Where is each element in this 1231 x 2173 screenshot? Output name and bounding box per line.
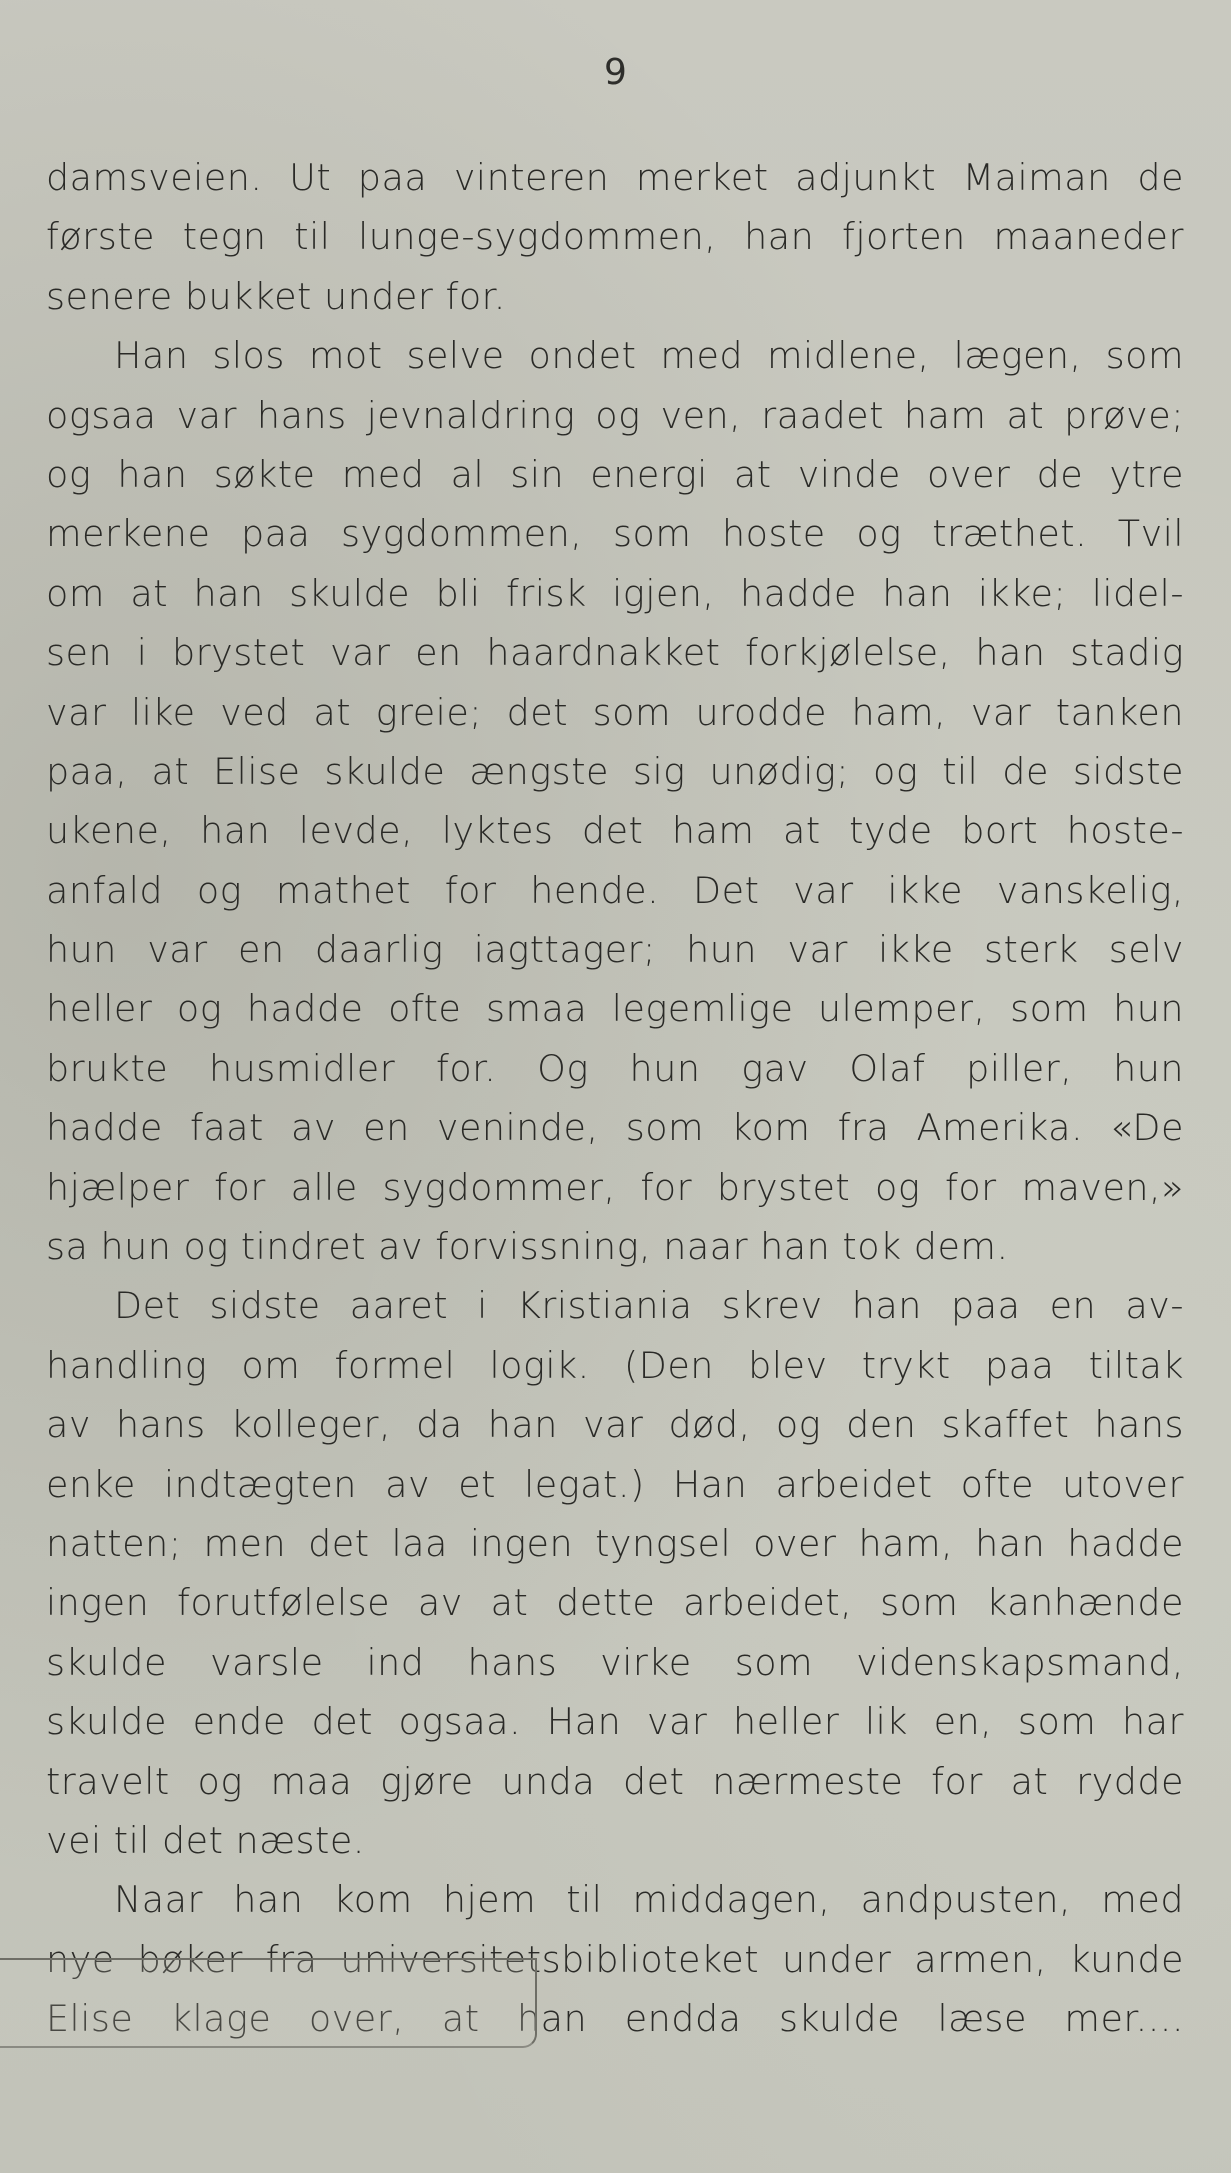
text-line: paa, at Elise skulde ængste sig unødig; og til de sidste bbox=[46, 749, 1184, 793]
text-line: av hans kolleger, da han var død, og den skaffet hans bbox=[46, 1403, 1184, 1447]
text-line: travelt og maa gjøre unda det nærmeste for at rydde bbox=[46, 1759, 1184, 1803]
text-line: og han søkte med al sin energi at vinde over de ytre bbox=[46, 452, 1184, 496]
text-line: hjælper for alle sygdommer, for brystet og for maven,» bbox=[46, 1165, 1184, 1209]
text-line: merkene paa sygdommen, som hoste og træthet. Tvil bbox=[46, 512, 1184, 556]
text-line: første tegn til lunge-sygdommen, han fjorten maaneder bbox=[46, 215, 1184, 259]
page-number: 9 bbox=[604, 52, 627, 93]
text-line: Elise klage over, at han endda skulde læse mer.... bbox=[46, 1997, 1184, 2041]
text-line: sa hun og tindret av forvissning, naar han tok dem. bbox=[46, 1225, 1009, 1269]
text-line: enke indtægten av et legat.) Han arbeidet ofte utover bbox=[46, 1462, 1184, 1506]
paragraph-start-line: Naar han kom hjem til middagen, andpusten, med bbox=[114, 1878, 1184, 1922]
text-line: vei til det næste. bbox=[46, 1818, 365, 1862]
text-line: sen i brystet var en haardnakket forkjølelse, han stadig bbox=[46, 631, 1184, 675]
text-line: handling om formel logik. (Den blev trykt paa tiltak bbox=[46, 1343, 1184, 1387]
text-line: var like ved at greie; det som urodde ham, var tanken bbox=[46, 690, 1184, 734]
text-line: om at han skulde bli frisk igjen, hadde han ikke; lidel- bbox=[46, 571, 1184, 615]
text-line: heller og hadde ofte smaa legemlige ulemper, som hun bbox=[46, 987, 1184, 1031]
text-line: hadde faat av en veninde, som kom fra Amerika. «De bbox=[46, 1106, 1184, 1150]
text-line: damsveien. Ut paa vinteren merket adjunkt Maiman de bbox=[46, 156, 1184, 199]
text-line: hun var en daarlig iagttager; hun var ikke sterk selv bbox=[46, 928, 1184, 972]
text-line: ogsaa var hans jevnaldring og ven, raadet ham at prøve; bbox=[46, 393, 1184, 437]
tape-residue-mark bbox=[0, 1958, 537, 2048]
text-line: senere bukket under for. bbox=[46, 274, 506, 318]
text-line: ukene, han levde, lyktes det ham at tyde bort hoste- bbox=[46, 809, 1184, 853]
text-line: skulde ende det ogsaa. Han var heller lik en, som har bbox=[46, 1700, 1184, 1744]
paragraph-start-line: Han slos mot selve ondet med midlene, lægen, som bbox=[114, 334, 1184, 378]
text-line: brukte husmidler for. Og hun gav Olaf piller, hun bbox=[46, 1046, 1184, 1090]
body-text bbox=[46, 148, 1184, 2049]
text-line: skulde varsle ind hans virke som videnskapsmand, bbox=[46, 1640, 1184, 1684]
text-line: anfald og mathet for hende. Det var ikke vanskelig, bbox=[46, 868, 1184, 912]
text-line: ingen forutfølelse av at dette arbeidet, som kanhænde bbox=[46, 1581, 1184, 1625]
text-line: nye bøker fra universitetsbiblioteket under armen, kunde bbox=[46, 1937, 1184, 1981]
text-line: natten; men det laa ingen tyngsel over ham, han hadde bbox=[46, 1521, 1184, 1565]
paragraph-start-line: Det sidste aaret i Kristiania skrev han paa en av- bbox=[114, 1284, 1184, 1328]
